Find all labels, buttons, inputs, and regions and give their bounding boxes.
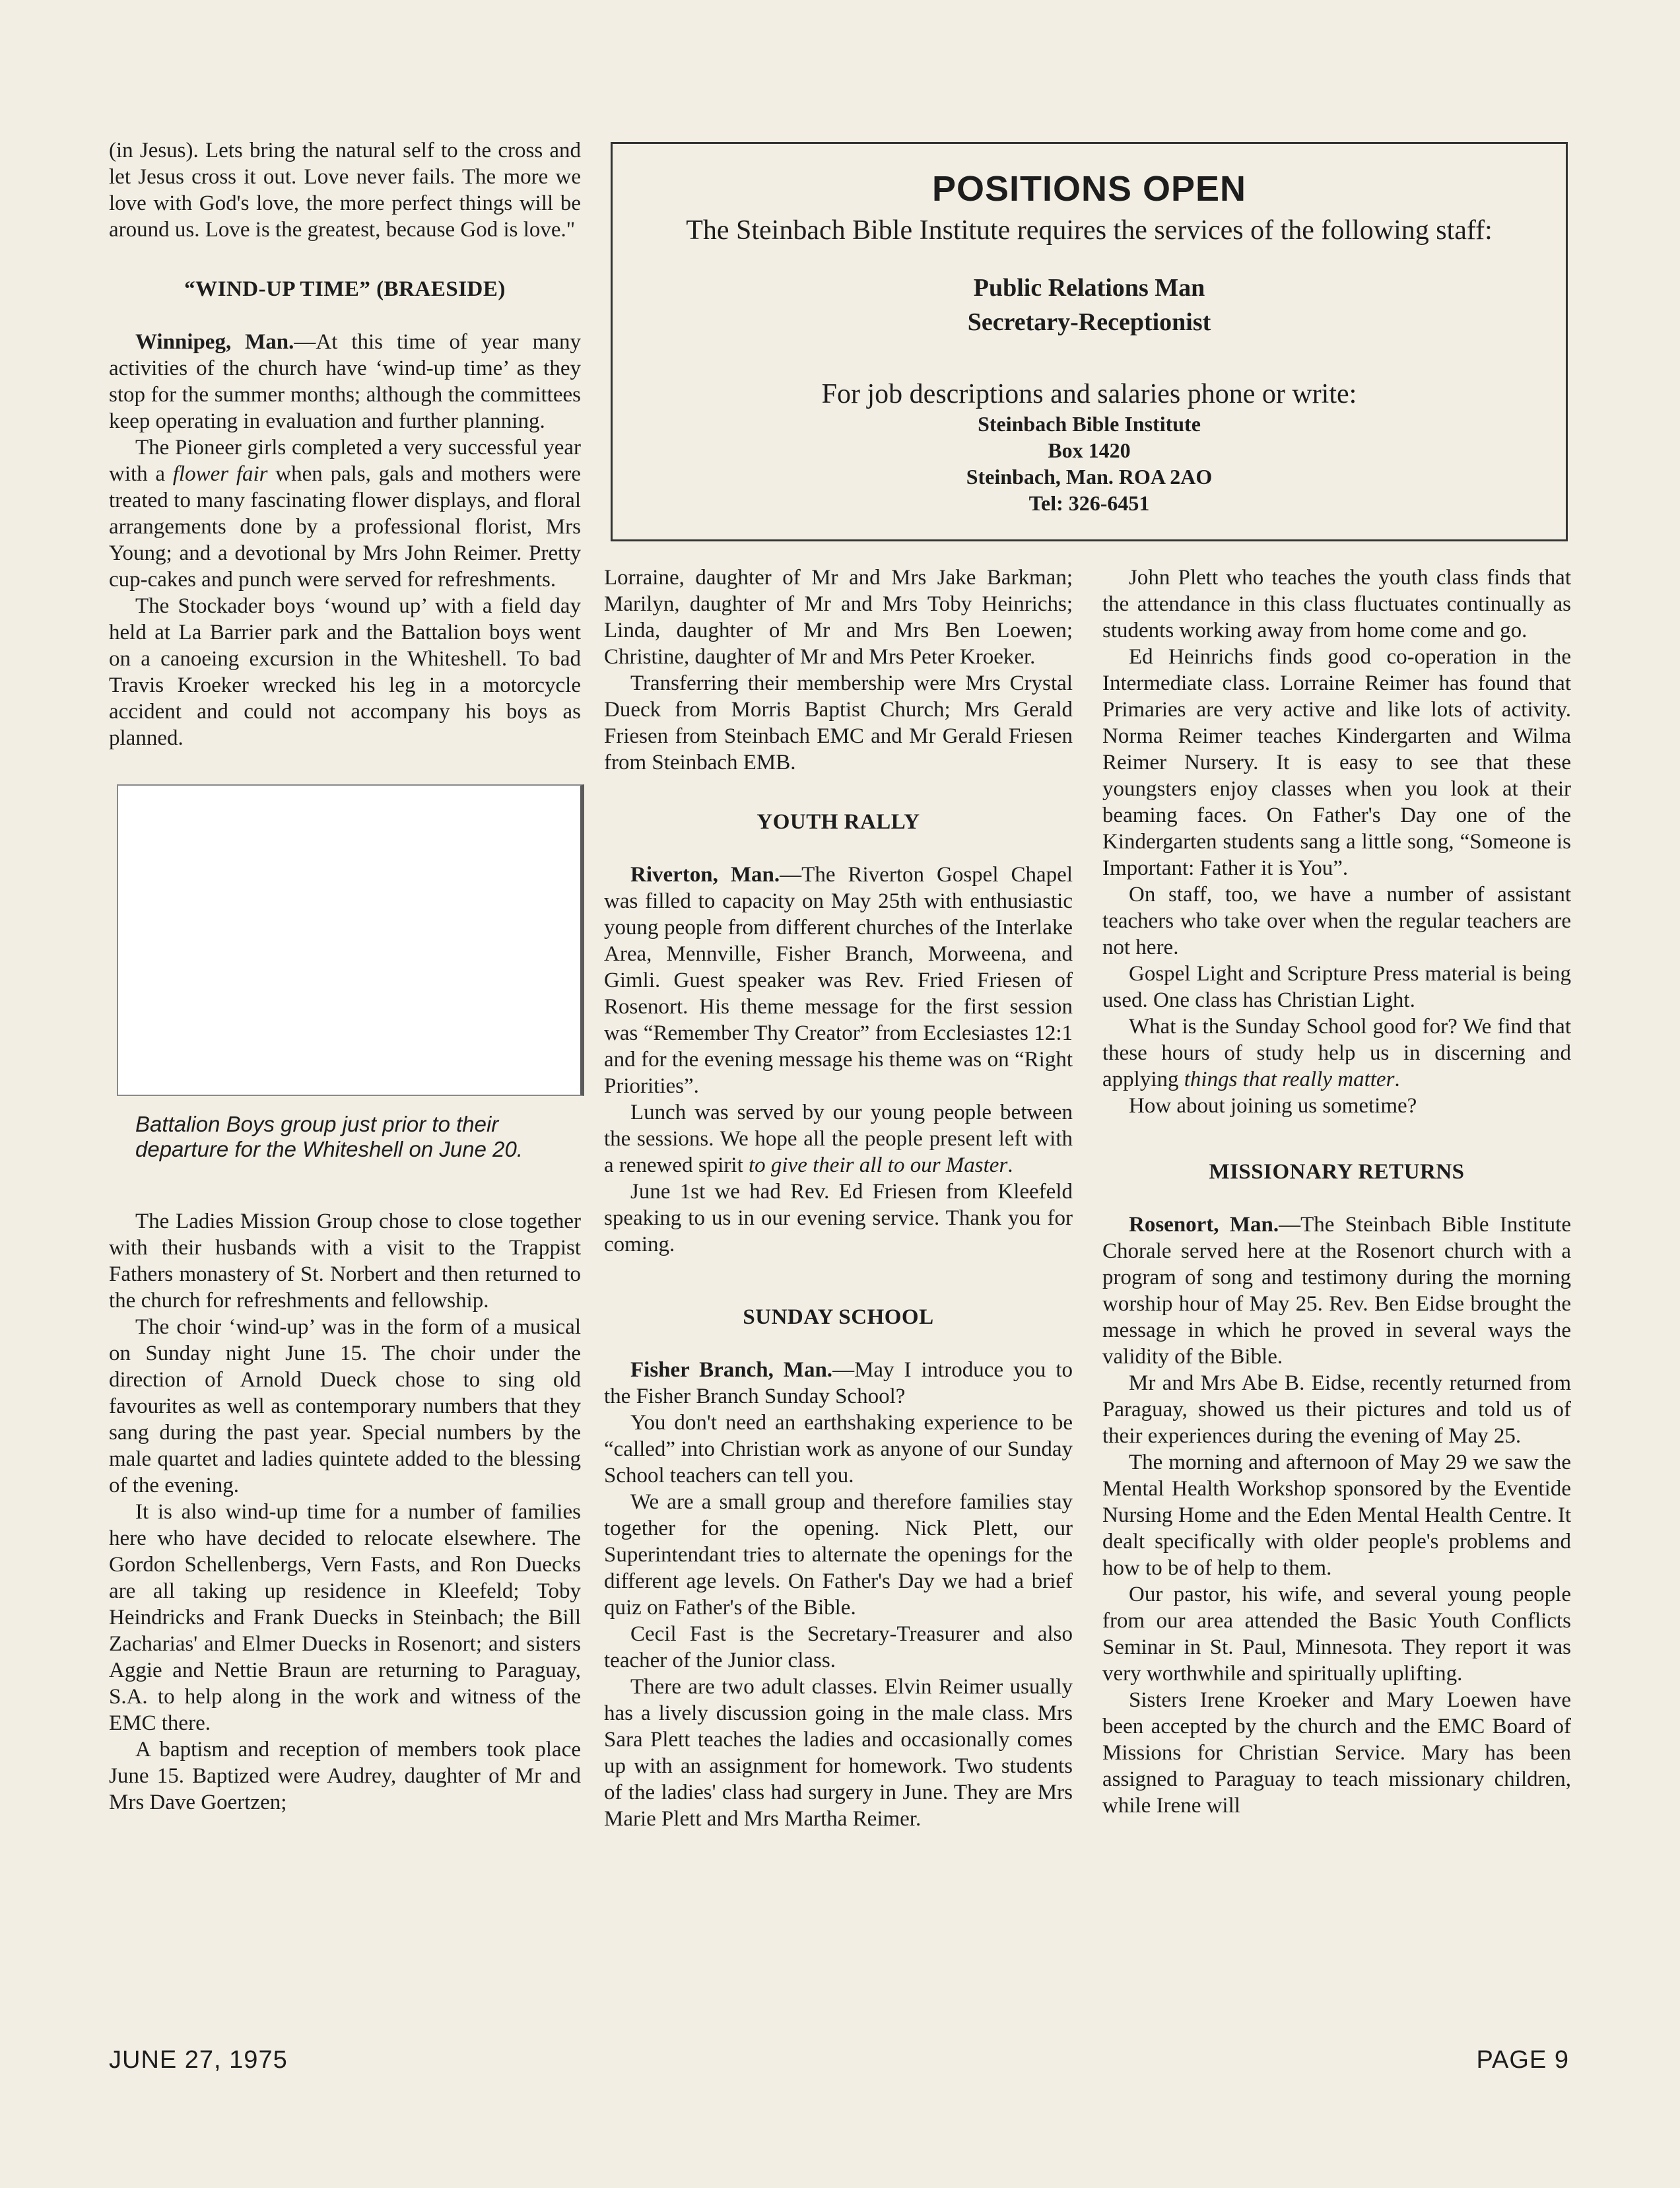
missionary-returns-heading: MISSIONARY RETURNS xyxy=(1209,1160,1465,1184)
windup-paragraph-7: A baptism and reception of members took place June 15. Baptized were Audrey, daughter of Mr and Mrs Dave Goertzen; xyxy=(109,1738,581,1814)
baptism-continuation: Lorraine, daughter of Mr and Mrs Jake Barkman; Marilyn, daughter of Mr and Mrs Toby Heinrichs; Linda, daughter of Mr and Mrs Ben Loewen; Christine, daughter of Mr and Mrs Peter Kroeker. xyxy=(604,566,1073,669)
page-number: PAGE 9 xyxy=(1476,2046,1569,2074)
ss-paragraph-3: We are a small group and therefore families stay together for the opening. Nick Plett, our Superintendant tries to alternate the openings for the different age levels. On Father's Day we had a brief quiz on Father's of the Bible. xyxy=(604,1490,1073,1620)
windup-paragraph-3: The Stockader boys ‘wound up’ with a field day held at La Barrier park and the Battalion boys went on a canoeing excursion in the Whiteshell. To bad Travis Kroeker wrecked his leg in a motorcycle accident and could not accompany his boys as planned. xyxy=(109,594,581,750)
ss-paragraph-5: There are two adult classes. Elvin Reimer usually has a lively discussion going in the male class. Mrs Sara Plett teaches the ladies and occasionally comes up with an assignment for homework. Two students of the ladies' class had surgery in June. They are Mrs Marie Plett and Mrs Martha Reimer. xyxy=(604,1675,1073,1831)
column-3 xyxy=(1102,564,1571,1819)
membership-paragraph: Transferring their membership were Mrs Crystal Dueck from Morris Baptist Church; Mrs Gerald Friesen from Steinbach EMC and Mr Gerald Friesen from Steinbach EMB. xyxy=(604,671,1073,774)
positions-open-ad xyxy=(611,142,1568,541)
ad-contact-line: For job descriptions and salaries phone or write: xyxy=(821,379,1357,409)
ad-position: Public Relations Man xyxy=(973,274,1205,302)
missionary-dateline: Rosenort, Man. xyxy=(1129,1213,1279,1237)
ss-paragraph-9: Gospel Light and Scripture Press material is being used. One class has Christian Light. xyxy=(1102,962,1571,1012)
ss-paragraph-1: Fisher Branch, Man.—May I introduce you to the Fisher Branch Sunday School? xyxy=(604,1358,1073,1408)
ss-paragraph-11: How about joining us sometime? xyxy=(1129,1094,1417,1118)
ad-title: POSITIONS OPEN xyxy=(931,169,1247,209)
ad-address-line: Tel: 326-6451 xyxy=(1028,491,1150,515)
windup-paragraph-6: It is also wind-up time for a number of families here who have decided to relocate elsewhere. The Gordon Schellenbergs, Vern Fasts, and Ron Duecks are all taking up residence in Kleefeld; Toby Heindricks and Frank Duecks in Steinbach; the Bill Zacharias' and Elmer Duecks in Rosenort; and sisters Aggie and Nettie Braun are returning to Paraguay, S.A. to help along in the work and witness of the EMC there. xyxy=(109,1500,581,1735)
windup-paragraph-4: The Ladies Mission Group chose to close together with their husbands with a visit to the Trappist Fathers monastery of St. Norbert and then returned to the church for refreshments and fellowship. xyxy=(109,1210,581,1313)
ad-address-line: Box 1420 xyxy=(1048,438,1131,462)
sunday-school-heading: SUNDAY SCHOOL xyxy=(743,1305,934,1329)
column-2 xyxy=(604,564,1073,1832)
article-continuation: (in Jesus). Lets bring the natural self to the cross and let Jesus cross it out. Love never fails. The more we love with God's love, the more perfect things will be around us. Love is the greatest, because God is love." xyxy=(109,139,581,242)
ad-intro: The Steinbach Bible Institute requires the services of the following staff: xyxy=(686,215,1493,246)
windup-heading: “WIND-UP TIME” (BRAESIDE) xyxy=(184,277,506,301)
missionary-paragraph-2: Mr and Mrs Abe B. Eidse, recently returned from Paraguay, showed us their pictures and told us of their experiences during the evening of May 25. xyxy=(1102,1371,1571,1448)
missionary-paragraph-5: Sisters Irene Kroeker and Mary Loewen have been accepted by the church and the EMC Board of Missions for Christian Service. Mary has been assigned to Paraguay to teach missionary children, while Irene will xyxy=(1102,1688,1571,1818)
ss-paragraph-7: Ed Heinrichs finds good co-operation in the Intermediate class. Lorraine Reimer has found that Primaries are very active and like lots of activity. Norma Reimer teaches Kindergarten and Wilma Reimer Nursery. It is easy to see that these youngsters enjoy classes when you look at their beaming faces. On Father's Day one of the Kindergarten students sang a little song, “Someone is Important: Father it is You”. xyxy=(1102,645,1571,880)
windup-paragraph-2: The Pioneer girls completed a very successful year with a flower fair when pals, gals and mothers were treated to many fascinating flower displays, and floral arrangements done by a professional florist, Mrs Young; and a devotional by Mrs John Reimer. Pretty cup-cakes and punch were served for refreshments. xyxy=(109,436,581,592)
column-1 xyxy=(109,137,581,1816)
photo-caption: Battalion Boys group just prior to their departure for the Whiteshell on June 20. xyxy=(135,1112,523,1161)
ss-paragraph-6: John Plett who teaches the youth class finds that the attendance in this class fluctuates continually as students working away from home come and go. xyxy=(1102,566,1571,642)
ss-dateline: Fisher Branch, Man. xyxy=(630,1358,833,1382)
missionary-paragraph-4: Our pastor, his wife, and several young people from our area attended the Basic Youth Conflicts Seminar in St. Paul, Minnesota. They report it was very worthwhile and spiritually uplifting. xyxy=(1102,1583,1571,1686)
ss-paragraph-2: You don't need an earthshaking experience to be “called” into Christian work as anyone of our Sunday School teachers can tell you. xyxy=(604,1411,1073,1487)
windup-dateline: Winnipeg, Man. xyxy=(135,330,294,354)
ss-paragraph-10: What is the Sunday School good for? We find that these hours of study help us in discerning and applying things that really matter. xyxy=(1102,1015,1571,1091)
youth-dateline: Riverton, Man. xyxy=(630,863,780,887)
ss-paragraph-4: Cecil Fast is the Secretary-Treasurer and also teacher of the Junior class. xyxy=(604,1622,1073,1672)
ad-position: Secretary-Receptionist xyxy=(967,308,1211,336)
windup-paragraph-1: Winnipeg, Man.—At this time of year many activities of the church have ‘wind-up time’ as they stop for the summer months; although the committees keep operating in evaluation and further planning. xyxy=(109,330,581,433)
youth-paragraph-1: Riverton, Man.—The Riverton Gospel Chapel was filled to capacity on May 25th with enthusiastic young people from different churches of the Interlake Area, Mennville, Fisher Branch, Morweena, and Gimli. Guest speaker was Rev. Fried Friesen of Rosenort. His theme message for the first session was “Remember Thy Creator” from Ecclesiastes 12:1 and for the evening message his theme was on “Right Priorities”. xyxy=(604,863,1073,1098)
ad-address-line: Steinbach Bible Institute xyxy=(978,412,1201,436)
youth-paragraph-3: June 1st we had Rev. Ed Friesen from Kleefeld speaking to us in our evening service. Thank you for coming. xyxy=(604,1180,1073,1256)
youth-paragraph-2: Lunch was served by our young people between the sessions. We hope all the people present left with a renewed spirit to give their all to our Master. xyxy=(604,1101,1073,1177)
missionary-paragraph-3: The morning and afternoon of May 29 we saw the Mental Health Workshop sponsored by the Eventide Nursing Home and the Eden Mental Health Centre. It dealt specifically with older people's problems and how to be of help to them. xyxy=(1102,1451,1571,1580)
windup-paragraph-5: The choir ‘wind-up’ was in the form of a musical on Sunday night June 15. The choir under the direction of Arnold Dueck chose to sing old favourites as well as contemporary numbers that they sang during the past year. Special numbers by the male quartet and ladies quintete added to the blessing of the evening. xyxy=(109,1315,581,1497)
ad-address-line: Steinbach, Man. ROA 2AO xyxy=(966,465,1213,489)
issue-date: JUNE 27, 1975 xyxy=(109,2046,288,2074)
ss-paragraph-8: On staff, too, we have a number of assistant teachers who take over when the regular teachers are not here. xyxy=(1102,883,1571,959)
youth-rally-heading: YOUTH RALLY xyxy=(756,810,920,834)
battalion-boys-photo xyxy=(117,784,584,1096)
missionary-paragraph-1: Rosenort, Man.—The Steinbach Bible Institute Chorale served here at the Rosenort church with a program of song and testimony during the morning worship hour of May 25. Rev. Ben Eidse brought the message in which he proved in several ways the validity of the Bible. xyxy=(1102,1213,1571,1369)
